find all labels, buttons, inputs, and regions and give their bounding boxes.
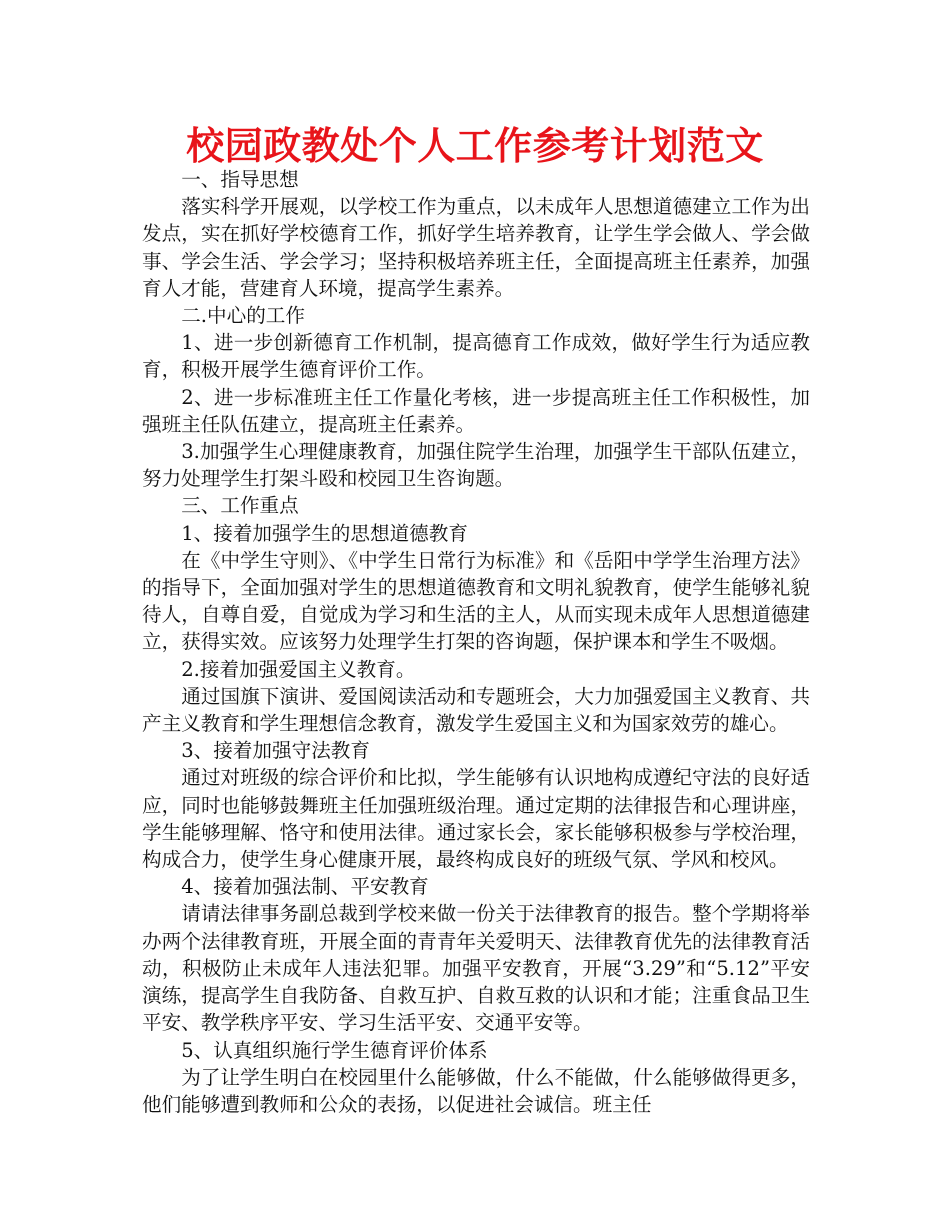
document-body xyxy=(142,166,810,1118)
subheading: 5、认真组织施行学生德育评价体系 xyxy=(181,1038,488,1062)
paragraph: 为了让学生明白在校园里什么能够做，什么不能做，什么能够做得更多，他们能够遭到教师和公众的表扬，以促进社会诚信。班主任 xyxy=(142,1065,810,1116)
section-heading-work-focus: 三、工作重点 xyxy=(181,494,299,518)
paragraph: 请请法律事务副总裁到学校来做一份关于法律教育的报告。整个学期将举办两个法律教育班，开展全面的青青年关爱明天、法律教育优先的法律教育活动，积极防止未成年人违法犯罪。加强平安教育，开展“3.29”和“5.12”平安演练，提高学生自我防备、自救互护、自救互救的认识和才能；注重食品卫生平安、教学秩序平安、学习生活平安、交通平安等。 xyxy=(142,902,810,1035)
subheading: 1、接着加强学生的思想道德教育 xyxy=(181,521,468,545)
section-heading-guiding-ideology: 一、指导思想 xyxy=(181,168,299,191)
subheading: 3、接着加强守法教育 xyxy=(181,739,370,763)
paragraph: 1、进一步创新德育工作机制，提高德育工作成效，做好学生行为适应教育，积极开展学生德育评价工作。 xyxy=(142,331,810,382)
document-title: 校园政教处个人工作参考计划范文 xyxy=(186,124,764,168)
paragraph: 2、进一步标准班主任工作量化考核，进一步提高班主任工作积极性，加强班主任队伍建立，提高班主任素养。 xyxy=(142,385,810,436)
paragraph: 通过国旗下演讲、爱国阅读活动和专题班会，大力加强爱国主义教育、共产主义教育和学生理想信念教育，激发学生爱国主义和为国家效劳的雄心。 xyxy=(142,684,810,736)
paragraph: 落实科学开展观，以学校工作为重点，以未成年人思想道德建立工作为出发点，实在抓好学校德育工作，抓好学生培养教育，让学生学会做人、学会做事、学会生活、学会学习；坚持积极培养班主任，全面提高班主任素养，加强育人才能，营建育人环境，提高学生素养。 xyxy=(142,195,810,300)
paragraph: 通过对班级的综合评价和比拟，学生能够有认识地构成遵纪守法的良好适应，同时也能够鼓舞班主任加强班级治理。通过定期的法律报告和心理讲座，学生能够理解、恪守和使用法律。通过家长会，家长能够积极参与学校治理，构成合力，使学生身心健康开展，最终构成良好的班级气氛、学风和校风。 xyxy=(142,766,810,872)
subheading: 2.接着加强爱国主义教育。 xyxy=(181,657,416,681)
section-heading-central-work: 二.中心的工作 xyxy=(181,304,305,328)
paragraph: 3.加强学生心理健康教育，加强住院学生治理，加强学生干部队伍建立，努力处理学生打架斗殴和校园卫生咨询题。 xyxy=(142,440,810,491)
paragraph: 在《中学生守则》、《中学生日常行为标准》和《岳阳中学学生治理方法》的指导下，全面加强对学生的思想道德教育和文明礼貌教育，使学生能够礼貌待人，自尊自爱，自觉成为学习和生活的主人，从而实现未成年人思想道德建立，获得实效。应该努力处理学生打架的咨询题，保护课本和学生不吸烟。 xyxy=(142,548,810,654)
subheading: 4、接着加强法制、平安教育 xyxy=(181,875,429,899)
